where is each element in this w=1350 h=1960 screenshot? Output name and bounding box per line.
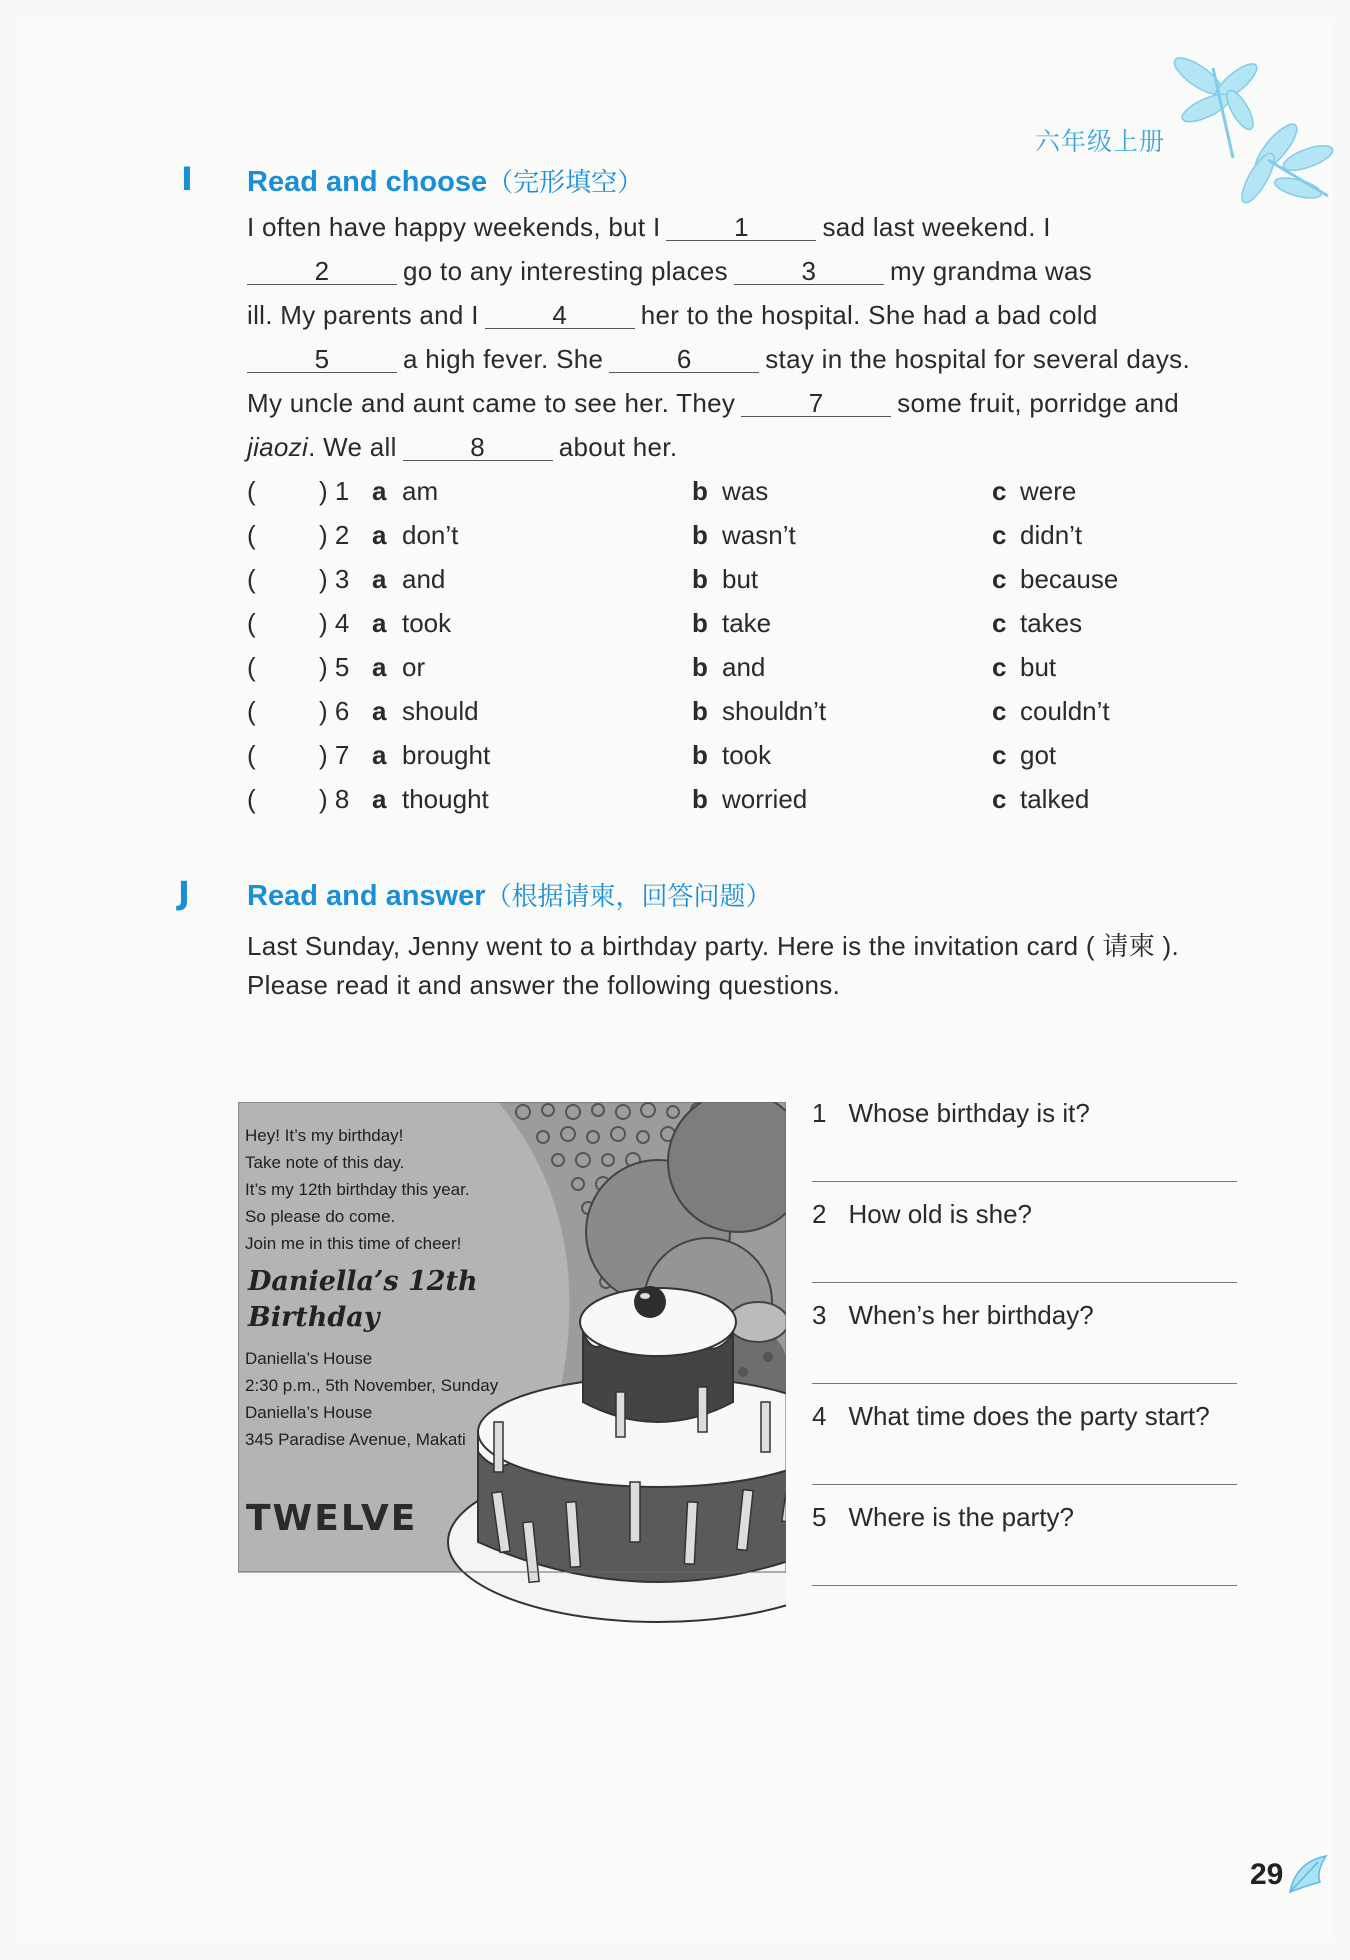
- question-number: ) 2: [319, 520, 350, 550]
- option-letter-a: a: [372, 740, 387, 770]
- dragonfly-icon: [1158, 48, 1338, 218]
- section-i-title-cn: （完形填空）: [487, 168, 644, 198]
- card-party-name: Daniella’s 12th: [248, 1266, 478, 1297]
- question-text: How old is she?: [848, 1199, 1033, 1229]
- blank-4: 4: [485, 302, 635, 329]
- blank-8: 8: [403, 434, 553, 461]
- passage-line-5: [247, 388, 1179, 419]
- option-b[interactable]: wasn’t: [722, 520, 796, 550]
- question-number: ) 5: [319, 652, 350, 682]
- question-number: ) 3: [319, 564, 350, 594]
- option-a[interactable]: should: [402, 696, 479, 726]
- passage-text: go to any interesting places: [403, 256, 728, 286]
- option-row: [247, 784, 1147, 816]
- section-j-title: [247, 876, 772, 913]
- answer-line-3[interactable]: [812, 1383, 1237, 1384]
- section-j-intro-1: Last Sunday, Jenny went to a birthday party. Here is the invitation card ( 请柬 ).: [247, 931, 1180, 961]
- card-detail: Daniella’s House: [245, 1403, 373, 1422]
- question-number: 5: [812, 1502, 827, 1532]
- option-c[interactable]: didn’t: [1020, 520, 1083, 550]
- option-b[interactable]: shouldn’t: [722, 696, 827, 726]
- option-letter-c: c: [992, 564, 1007, 594]
- option-letter-a: a: [372, 608, 387, 638]
- question-number: ) 8: [319, 784, 350, 814]
- option-letter-b: b: [692, 564, 708, 594]
- blank-2: 2: [247, 258, 397, 285]
- option-b[interactable]: take: [722, 608, 772, 638]
- option-row: [247, 652, 1147, 684]
- section-j-title-cn: （根据请柬，回答问题）: [485, 882, 772, 912]
- passage-line-3: [247, 300, 1098, 331]
- option-letter-b: b: [692, 476, 708, 506]
- passage-text: I often have happy weekends, but I: [247, 212, 661, 242]
- passage-text: My uncle and aunt came to see her. They: [247, 388, 736, 418]
- section-j-intro-2: Please read it and answer the following questions.: [247, 970, 841, 1000]
- section-i-title: [247, 162, 643, 199]
- option-letter-b: b: [692, 652, 708, 682]
- question-number: ) 1: [319, 476, 350, 506]
- answer-line-1[interactable]: [812, 1181, 1237, 1182]
- option-letter-b: b: [692, 608, 708, 638]
- option-c[interactable]: were: [1020, 476, 1077, 506]
- question-text: What time does the party start?: [848, 1401, 1210, 1431]
- invitation-card: [238, 1102, 786, 1644]
- question-1: [812, 1098, 1090, 1129]
- option-row: [247, 476, 1147, 508]
- card-detail: 2:30 p.m., 5th November, Sunday: [245, 1376, 499, 1395]
- passage-text: my grandma was: [889, 256, 1093, 286]
- option-letter-b: b: [692, 520, 708, 550]
- option-b[interactable]: took: [722, 740, 772, 770]
- option-letter-a: a: [372, 476, 387, 506]
- option-row: [247, 608, 1147, 640]
- option-row: [247, 564, 1147, 596]
- option-a[interactable]: don’t: [402, 520, 459, 550]
- option-a[interactable]: thought: [402, 784, 489, 814]
- section-j-letter: J: [178, 874, 190, 912]
- option-letter-c: c: [992, 696, 1007, 726]
- section-i-letter: I: [181, 160, 193, 198]
- question-text: When’s her birthday?: [848, 1300, 1094, 1330]
- passage-text: a high fever. She: [403, 344, 604, 374]
- answer-bracket[interactable]: (: [247, 696, 256, 726]
- option-a[interactable]: and: [402, 564, 446, 594]
- card-line: Hey! It’s my birthday!: [245, 1126, 404, 1145]
- question-number: ) 4: [319, 608, 350, 638]
- option-letter-c: c: [992, 740, 1007, 770]
- blank-6: 6: [609, 346, 759, 373]
- card-line: It’s my 12th birthday this year.: [245, 1180, 470, 1199]
- blank-1: 1: [666, 214, 816, 241]
- passage-line-1: [247, 212, 1051, 243]
- option-row: [247, 740, 1147, 772]
- option-a[interactable]: or: [402, 652, 426, 682]
- passage-text: about her.: [558, 432, 678, 462]
- passage-text: her to the hospital. She had a bad cold: [640, 300, 1098, 330]
- card-line: So please do come.: [245, 1207, 396, 1226]
- option-a[interactable]: brought: [402, 740, 491, 770]
- question-number: ) 6: [319, 696, 350, 726]
- answer-line-4[interactable]: [812, 1484, 1237, 1485]
- passage-line-4: [247, 344, 1190, 375]
- passage-text: ill. My parents and I: [247, 300, 479, 330]
- option-letter-a: a: [372, 696, 387, 726]
- option-c[interactable]: couldn’t: [1020, 696, 1110, 726]
- option-letter-b: b: [692, 740, 708, 770]
- page-number: 29: [1250, 1858, 1284, 1891]
- question-3: [812, 1300, 1094, 1331]
- answer-bracket[interactable]: (: [247, 652, 256, 682]
- option-c[interactable]: got: [1020, 740, 1057, 770]
- question-number: 2: [812, 1199, 827, 1229]
- answer-line-5[interactable]: [812, 1585, 1237, 1586]
- passage-line-2: [247, 256, 1092, 287]
- card-line: Take note of this day.: [245, 1153, 405, 1172]
- card-line: Join me in this time of cheer!: [245, 1234, 462, 1253]
- option-b[interactable]: worried: [722, 784, 808, 814]
- question-text: Whose birthday is it?: [848, 1098, 1090, 1128]
- option-row: [247, 520, 1147, 552]
- blank-7: 7: [741, 390, 891, 417]
- question-number: 3: [812, 1300, 827, 1330]
- section-i-title-en: Read and choose: [247, 166, 488, 198]
- workbook-page: [18, 18, 1332, 1942]
- question-number: 4: [812, 1401, 827, 1431]
- question-4: [812, 1401, 1210, 1432]
- card-big-word: TWELVE: [246, 1498, 418, 1539]
- card-party-name-2: Birthday: [248, 1302, 380, 1333]
- option-a[interactable]: took: [402, 608, 452, 638]
- option-c[interactable]: but: [1020, 652, 1057, 682]
- option-letter-c: c: [992, 784, 1007, 814]
- option-letter-b: b: [692, 784, 708, 814]
- passage-line-6: [247, 432, 677, 463]
- section-j-title-en: Read and answer: [247, 880, 486, 912]
- question-text: Where is the party?: [848, 1502, 1074, 1532]
- answer-bracket[interactable]: (: [247, 476, 256, 506]
- option-c[interactable]: talked: [1020, 784, 1090, 814]
- leaf-icon: [1286, 1852, 1330, 1896]
- answer-bracket[interactable]: (: [247, 784, 256, 814]
- option-b[interactable]: but: [722, 564, 759, 594]
- option-letter-a: a: [372, 784, 387, 814]
- option-c[interactable]: because: [1020, 564, 1119, 594]
- option-a[interactable]: am: [402, 476, 439, 506]
- answer-bracket[interactable]: (: [247, 564, 256, 594]
- option-row: [247, 696, 1147, 728]
- option-c[interactable]: takes: [1020, 608, 1083, 638]
- passage-text: sad last weekend. I: [822, 212, 1051, 242]
- answer-line-2[interactable]: [812, 1282, 1237, 1283]
- option-letter-a: a: [372, 652, 387, 682]
- option-letter-a: a: [372, 564, 387, 594]
- option-letter-b: b: [692, 696, 708, 726]
- option-letter-c: c: [992, 608, 1007, 638]
- blank-5: 5: [247, 346, 397, 373]
- option-b[interactable]: and: [722, 652, 766, 682]
- question-number: 1: [812, 1098, 827, 1128]
- question-5: [812, 1502, 1074, 1533]
- card-detail: 345 Paradise Avenue, Makati: [245, 1430, 466, 1449]
- answer-bracket[interactable]: (: [247, 608, 256, 638]
- answer-bracket[interactable]: (: [247, 520, 256, 550]
- passage-text: stay in the hospital for several days.: [765, 344, 1190, 374]
- blank-3: 3: [734, 258, 884, 285]
- passage-text: some fruit, porridge and: [897, 388, 1179, 418]
- card-detail: Daniella’s House: [245, 1349, 373, 1368]
- option-letter-c: c: [992, 476, 1007, 506]
- passage-italic-word: jiaozi: [247, 432, 309, 462]
- option-b[interactable]: was: [722, 476, 769, 506]
- grade-label: 六年级上册: [1035, 127, 1166, 156]
- option-letter-c: c: [992, 652, 1007, 682]
- passage-text: . We all: [308, 432, 397, 462]
- answer-bracket[interactable]: (: [247, 740, 256, 770]
- question-number: ) 7: [319, 740, 350, 770]
- question-2: [812, 1199, 1032, 1230]
- option-letter-a: a: [372, 520, 387, 550]
- option-letter-c: c: [992, 520, 1007, 550]
